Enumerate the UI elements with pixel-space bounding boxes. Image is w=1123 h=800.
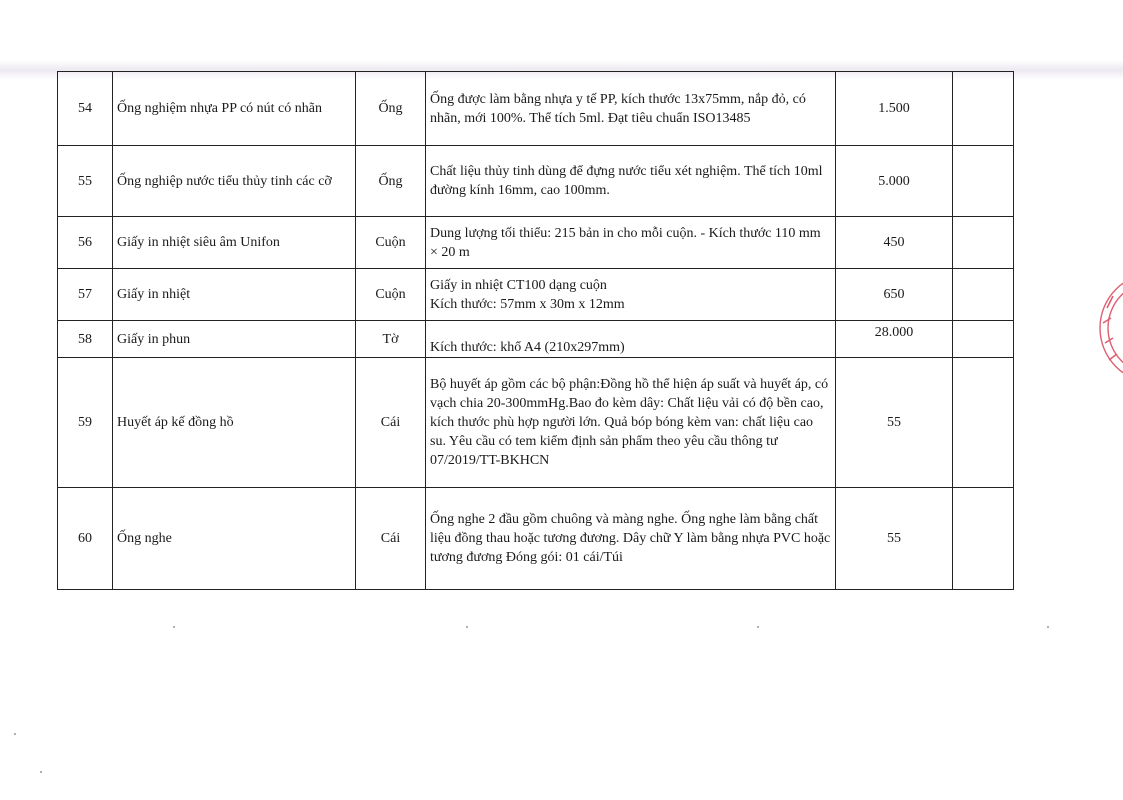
item-unit: Cái	[356, 488, 426, 590]
item-quantity: 55	[836, 488, 953, 590]
item-name: Ống nghiệm nhựa PP có nút có nhãn	[113, 72, 356, 146]
item-name: Ống nghiệp nước tiểu thủy tinh các cỡ	[113, 146, 356, 217]
description-line: Giấy in nhiệt CT100 dạng cuộn	[430, 277, 607, 293]
item-note	[953, 217, 1014, 269]
item-unit: Tờ	[356, 321, 426, 358]
item-description: Bộ huyết áp gồm các bộ phận:Đồng hồ thể hiện áp suất và huyết áp, có vạch chia 20-300mmHg.Bao đo kèm dây: Chất liệu vải có độ bền cao, kích thước phù hợp người lớn. Quả bóp bóng kèm van: chất liệu cao su. Yêu cầu có tem kiểm định sản phẩm theo yêu cầu thông tư 07/2019/TT-BKHCN	[426, 358, 836, 488]
scan-speck	[757, 626, 759, 628]
item-unit: Ống	[356, 72, 426, 146]
item-unit: Ống	[356, 146, 426, 217]
item-name: Giấy in phun	[113, 321, 356, 358]
row-number: 60	[58, 488, 113, 590]
table-row	[58, 358, 1014, 488]
scan-speck	[173, 626, 175, 628]
scan-speck	[1047, 626, 1049, 628]
row-number: 57	[58, 269, 113, 321]
table-row	[58, 269, 1014, 321]
item-description: Kích thước: khổ A4 (210x297mm)	[426, 321, 836, 358]
item-quantity: 28.000	[836, 321, 953, 358]
item-name: Huyết áp kế đồng hồ	[113, 358, 356, 488]
item-quantity: 1.500	[836, 72, 953, 146]
row-number: 55	[58, 146, 113, 217]
table-row	[58, 488, 1014, 590]
item-unit: Cuộn	[356, 217, 426, 269]
red-seal-stamp	[1093, 268, 1123, 388]
item-note	[953, 358, 1014, 488]
item-name: Giấy in nhiệt	[113, 269, 356, 321]
row-number: 56	[58, 217, 113, 269]
item-note	[953, 72, 1014, 146]
scan-speck	[14, 733, 16, 735]
item-quantity: 650	[836, 269, 953, 321]
item-description: Ống được làm bằng nhựa y tế PP, kích thước 13x75mm, nắp đỏ, có nhãn, mới 100%. Thể tích 5ml. Đạt tiêu chuẩn ISO13485	[426, 72, 836, 146]
scan-speck	[466, 626, 468, 628]
item-name: Ống nghe	[113, 488, 356, 590]
row-number: 59	[58, 358, 113, 488]
row-number: 54	[58, 72, 113, 146]
item-note	[953, 488, 1014, 590]
item-unit: Cái	[356, 358, 426, 488]
item-description: Chất liệu thủy tinh dùng để đựng nước tiểu xét nghiệm. Thể tích 10ml đường kính 16mm, cao 100mm.	[426, 146, 836, 217]
item-quantity: 55	[836, 358, 953, 488]
scan-speck	[40, 771, 42, 773]
item-note	[953, 146, 1014, 217]
items-table	[57, 71, 1014, 590]
table-row	[58, 217, 1014, 269]
item-description: Ống nghe 2 đầu gồm chuông và màng nghe. Ống nghe làm bằng chất liệu đồng thau hoặc tương đương. Dây chữ Y làm bằng nhựa PVC hoặc tương đương Đóng gói: 01 cái/Túi	[426, 488, 836, 590]
table-row	[58, 146, 1014, 217]
item-quantity: 5.000	[836, 146, 953, 217]
item-note	[953, 269, 1014, 321]
item-unit: Cuộn	[356, 269, 426, 321]
item-note	[953, 321, 1014, 358]
item-name: Giấy in nhiệt siêu âm Unifon	[113, 217, 356, 269]
row-number: 58	[58, 321, 113, 358]
item-quantity: 450	[836, 217, 953, 269]
table-row	[58, 72, 1014, 146]
item-description	[426, 269, 836, 321]
description-line: Kích thước: 57mm x 30m x 12mm	[430, 296, 625, 312]
table-row	[58, 321, 1014, 358]
item-description: Dung lượng tối thiểu: 215 bản in cho mỗi cuộn. - Kích thước 110 mm × 20 m	[426, 217, 836, 269]
